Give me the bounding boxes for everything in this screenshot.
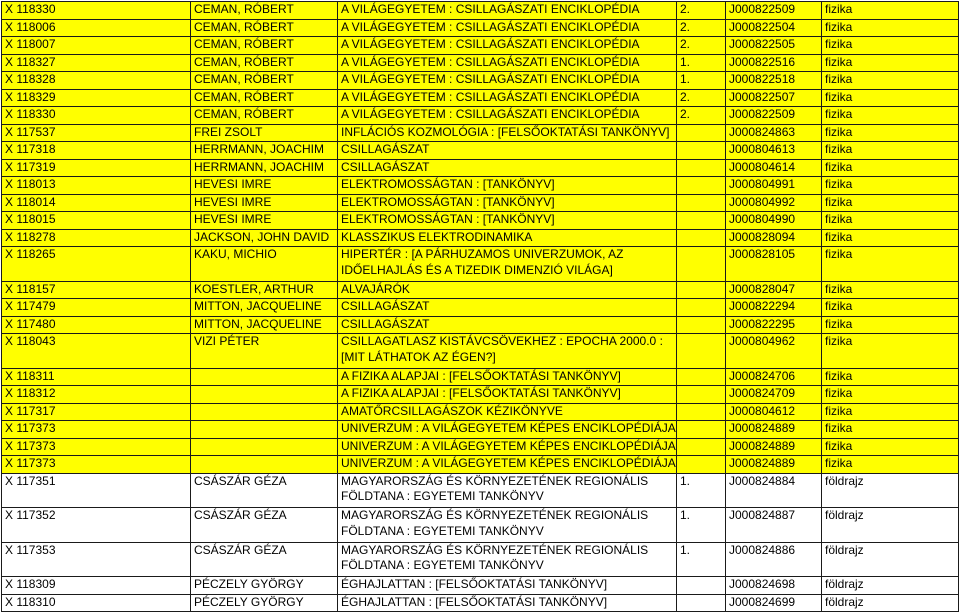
catalog-code-cell: J000824886 [726, 542, 822, 577]
volume-cell [677, 334, 726, 369]
subject-cell: fizika [822, 281, 959, 299]
inventory-number-cell: X 118157 [2, 281, 191, 299]
volume-cell [677, 124, 726, 142]
book-list-table [1, 1, 959, 612]
inventory-number-cell: X 118328 [2, 72, 191, 90]
subject-cell: fizika [822, 456, 959, 474]
volume-cell [677, 386, 726, 404]
volume-cell [677, 212, 726, 230]
subject-cell: fizika [822, 403, 959, 421]
volume-cell [677, 229, 726, 247]
title-cell: A VILÁGEGYETEM : CSILLAGÁSZATI ENCIKLOPÉDIA [338, 37, 677, 55]
catalog-code-cell: J000804612 [726, 403, 822, 421]
subject-cell: fizika [822, 54, 959, 72]
catalog-code-cell: J000828094 [726, 229, 822, 247]
author-cell [191, 421, 338, 439]
volume-cell: 2. [677, 2, 726, 20]
table-row [2, 194, 959, 212]
volume-cell: 2. [677, 37, 726, 55]
catalog-code-cell: J000828047 [726, 281, 822, 299]
volume-cell: 1. [677, 508, 726, 543]
title-cell: MAGYARORSZÁG ÉS KÖRNYEZETÉNEK REGIONÁLIS FÖLDTANA : EGYETEMI TANKÖNYV [338, 473, 677, 508]
catalog-code-cell: J000804992 [726, 194, 822, 212]
catalog-code-cell: J000824699 [726, 594, 822, 612]
catalog-code-cell: J000822507 [726, 89, 822, 107]
volume-cell [677, 316, 726, 334]
catalog-code-cell: J000822518 [726, 72, 822, 90]
author-cell: CEMAN, RÓBERT [191, 2, 338, 20]
subject-cell: földrajz [822, 542, 959, 577]
title-cell: MAGYARORSZÁG ÉS KÖRNYEZETÉNEK REGIONÁLIS FÖLDTANA : EGYETEMI TANKÖNYV [338, 542, 677, 577]
author-cell: FREI ZSOLT [191, 124, 338, 142]
title-cell: A VILÁGEGYETEM : CSILLAGÁSZATI ENCIKLOPÉDIA [338, 19, 677, 37]
subject-cell: fizika [822, 89, 959, 107]
title-cell: CSILLAGÁSZAT [338, 316, 677, 334]
inventory-number-cell: X 118312 [2, 386, 191, 404]
title-cell: A VILÁGEGYETEM : CSILLAGÁSZATI ENCIKLOPÉDIA [338, 107, 677, 125]
title-cell: A VILÁGEGYETEM : CSILLAGÁSZATI ENCIKLOPÉDIA [338, 72, 677, 90]
subject-cell: fizika [822, 212, 959, 230]
author-cell: MITTON, JACQUELINE [191, 299, 338, 317]
title-cell: MAGYARORSZÁG ÉS KÖRNYEZETÉNEK REGIONÁLIS FÖLDTANA : EGYETEMI TANKÖNYV [338, 508, 677, 543]
table-row [2, 438, 959, 456]
title-cell: UNIVERZUM : A VILÁGEGYETEM KÉPES ENCIKLOPÉDIÁJA [338, 438, 677, 456]
catalog-code-cell: J000804962 [726, 334, 822, 369]
catalog-code-cell: J000824698 [726, 577, 822, 595]
subject-cell: fizika [822, 229, 959, 247]
table-row [2, 456, 959, 474]
author-cell [191, 368, 338, 386]
catalog-code-cell: J000822516 [726, 54, 822, 72]
table-row [2, 299, 959, 317]
inventory-number-cell: X 118311 [2, 368, 191, 386]
author-cell: KAKU, MICHIO [191, 247, 338, 282]
inventory-number-cell: X 118330 [2, 2, 191, 20]
inventory-number-cell: X 117317 [2, 403, 191, 421]
title-cell: A FIZIKA ALAPJAI : [FELSŐOKTATÁSI TANKÖNYV] [338, 386, 677, 404]
title-cell: UNIVERZUM : A VILÁGEGYETEM KÉPES ENCIKLOPÉDIÁJA [338, 456, 677, 474]
table-row [2, 594, 959, 612]
title-cell: A VILÁGEGYETEM : CSILLAGÁSZATI ENCIKLOPÉDIA [338, 89, 677, 107]
volume-cell [677, 438, 726, 456]
subject-cell: fizika [822, 316, 959, 334]
volume-cell: 2. [677, 89, 726, 107]
author-cell: HEVESI IMRE [191, 194, 338, 212]
volume-cell: 1. [677, 473, 726, 508]
catalog-code-cell: J000804613 [726, 142, 822, 160]
table-row [2, 421, 959, 439]
table-row [2, 159, 959, 177]
title-cell: ELEKTROMOSSÁGTAN : [TANKÖNYV] [338, 177, 677, 195]
catalog-code-cell: J000824706 [726, 368, 822, 386]
inventory-number-cell: X 118015 [2, 212, 191, 230]
catalog-code-cell: J000824884 [726, 473, 822, 508]
title-cell: ELEKTROMOSSÁGTAN : [TANKÖNYV] [338, 194, 677, 212]
table-row [2, 124, 959, 142]
volume-cell: 2. [677, 107, 726, 125]
inventory-number-cell: X 118329 [2, 89, 191, 107]
title-cell: AMATŐRCSILLAGÁSZOK KÉZIKÖNYVE [338, 403, 677, 421]
inventory-number-cell: X 117479 [2, 299, 191, 317]
author-cell: JACKSON, JOHN DAVID [191, 229, 338, 247]
inventory-number-cell: X 118310 [2, 594, 191, 612]
catalog-code-cell: J000822509 [726, 2, 822, 20]
volume-cell [677, 142, 726, 160]
inventory-number-cell: X 117351 [2, 473, 191, 508]
author-cell: HEVESI IMRE [191, 177, 338, 195]
inventory-number-cell: X 118007 [2, 37, 191, 55]
inventory-number-cell: X 117373 [2, 456, 191, 474]
author-cell: MITTON, JACQUELINE [191, 316, 338, 334]
subject-cell: földrajz [822, 508, 959, 543]
subject-cell: földrajz [822, 473, 959, 508]
title-cell: KLASSZIKUS ELEKTRODINAMIKA [338, 229, 677, 247]
table-row [2, 19, 959, 37]
volume-cell [677, 594, 726, 612]
inventory-number-cell: X 118014 [2, 194, 191, 212]
volume-cell: 2. [677, 19, 726, 37]
volume-cell [677, 421, 726, 439]
catalog-code-cell: J000822294 [726, 299, 822, 317]
table-row [2, 473, 959, 508]
author-cell: PÉCZELY GYÖRGY [191, 594, 338, 612]
catalog-code-cell: J000822504 [726, 19, 822, 37]
author-cell [191, 386, 338, 404]
title-cell: UNIVERZUM : A VILÁGEGYETEM KÉPES ENCIKLOPÉDIÁJA [338, 421, 677, 439]
title-cell: ALVAJÁRÓK [338, 281, 677, 299]
subject-cell: fizika [822, 177, 959, 195]
volume-cell [677, 281, 726, 299]
inventory-number-cell: X 118278 [2, 229, 191, 247]
subject-cell: fizika [822, 2, 959, 20]
title-cell: A VILÁGEGYETEM : CSILLAGÁSZATI ENCIKLOPÉDIA [338, 54, 677, 72]
title-cell: CSILLAGÁSZAT [338, 142, 677, 160]
subject-cell: fizika [822, 159, 959, 177]
inventory-number-cell: X 117319 [2, 159, 191, 177]
subject-cell: fizika [822, 386, 959, 404]
author-cell: HERRMANN, JOACHIM [191, 142, 338, 160]
author-cell: CEMAN, RÓBERT [191, 37, 338, 55]
table-row [2, 54, 959, 72]
inventory-number-cell: X 117353 [2, 542, 191, 577]
author-cell [191, 456, 338, 474]
subject-cell: fizika [822, 37, 959, 55]
table-row [2, 2, 959, 20]
table-row [2, 386, 959, 404]
table-row [2, 212, 959, 230]
table-row [2, 72, 959, 90]
title-cell: ÉGHAJLATTAN : [FELSŐOKTATÁSI TANKÖNYV] [338, 577, 677, 595]
inventory-number-cell: X 117373 [2, 438, 191, 456]
title-cell: ÉGHAJLATTAN : [FELSŐOKTATÁSI TANKÖNYV] [338, 594, 677, 612]
volume-cell [677, 159, 726, 177]
title-cell: A FIZIKA ALAPJAI : [FELSŐOKTATÁSI TANKÖNYV] [338, 368, 677, 386]
catalog-code-cell: J000804614 [726, 159, 822, 177]
table-row [2, 37, 959, 55]
volume-cell: 1. [677, 72, 726, 90]
catalog-code-cell: J000828105 [726, 247, 822, 282]
author-cell: CEMAN, RÓBERT [191, 54, 338, 72]
subject-cell: fizika [822, 107, 959, 125]
title-cell: HIPERTÉR : [A PÁRHUZAMOS UNIVERZUMOK, AZ IDŐELHAJLÁS ÉS A TIZEDIK DIMENZIÓ VILÁGA] [338, 247, 677, 282]
author-cell: KOESTLER, ARTHUR [191, 281, 338, 299]
subject-cell: földrajz [822, 594, 959, 612]
catalog-code-cell: J000824889 [726, 438, 822, 456]
inventory-number-cell: X 117480 [2, 316, 191, 334]
subject-cell: fizika [822, 438, 959, 456]
catalog-code-cell: J000824709 [726, 386, 822, 404]
volume-cell [677, 577, 726, 595]
subject-cell: fizika [822, 19, 959, 37]
author-cell [191, 403, 338, 421]
catalog-code-cell: J000824889 [726, 456, 822, 474]
subject-cell: földrajz [822, 577, 959, 595]
table-row [2, 508, 959, 543]
inventory-number-cell: X 118327 [2, 54, 191, 72]
inventory-number-cell: X 118043 [2, 334, 191, 369]
volume-cell [677, 456, 726, 474]
catalog-code-cell: J000824863 [726, 124, 822, 142]
subject-cell: fizika [822, 299, 959, 317]
subject-cell: fizika [822, 368, 959, 386]
table-row [2, 577, 959, 595]
table-row [2, 107, 959, 125]
catalog-code-cell: J000822295 [726, 316, 822, 334]
catalog-code-cell: J000824887 [726, 508, 822, 543]
catalog-code-cell: J000824889 [726, 421, 822, 439]
author-cell: PÉCZELY GYÖRGY [191, 577, 338, 595]
volume-cell [677, 403, 726, 421]
author-cell [191, 438, 338, 456]
inventory-number-cell: X 117352 [2, 508, 191, 543]
title-cell: ELEKTROMOSSÁGTAN : [TANKÖNYV] [338, 212, 677, 230]
author-cell: CSÁSZÁR GÉZA [191, 508, 338, 543]
subject-cell: fizika [822, 334, 959, 369]
subject-cell: fizika [822, 247, 959, 282]
volume-cell [677, 177, 726, 195]
author-cell: CEMAN, RÓBERT [191, 72, 338, 90]
table-row [2, 316, 959, 334]
author-cell: CSÁSZÁR GÉZA [191, 542, 338, 577]
author-cell: CSÁSZÁR GÉZA [191, 473, 338, 508]
table-row [2, 177, 959, 195]
volume-cell [677, 368, 726, 386]
author-cell: HERRMANN, JOACHIM [191, 159, 338, 177]
inventory-number-cell: X 118013 [2, 177, 191, 195]
author-cell: VIZI PÉTER [191, 334, 338, 369]
subject-cell: fizika [822, 194, 959, 212]
author-cell: CEMAN, RÓBERT [191, 89, 338, 107]
table-row [2, 403, 959, 421]
table-row [2, 89, 959, 107]
inventory-number-cell: X 117537 [2, 124, 191, 142]
book-list-body [2, 2, 959, 612]
inventory-number-cell: X 118006 [2, 19, 191, 37]
volume-cell [677, 247, 726, 282]
table-row [2, 368, 959, 386]
table-row [2, 229, 959, 247]
table-row [2, 247, 959, 282]
volume-cell: 1. [677, 54, 726, 72]
subject-cell: fizika [822, 72, 959, 90]
title-cell: CSILLAGÁSZAT [338, 299, 677, 317]
subject-cell: fizika [822, 124, 959, 142]
subject-cell: fizika [822, 142, 959, 160]
inventory-number-cell: X 117373 [2, 421, 191, 439]
inventory-number-cell: X 118309 [2, 577, 191, 595]
volume-cell [677, 299, 726, 317]
author-cell: CEMAN, RÓBERT [191, 19, 338, 37]
catalog-code-cell: J000804990 [726, 212, 822, 230]
title-cell: CSILLAGATLASZ KISTÁVCSÖVEKHEZ : EPOCHA 2000.0 : [MIT LÁTHATOK AZ ÉGEN?] [338, 334, 677, 369]
author-cell: HEVESI IMRE [191, 212, 338, 230]
title-cell: CSILLAGÁSZAT [338, 159, 677, 177]
catalog-code-cell: J000804991 [726, 177, 822, 195]
table-row [2, 542, 959, 577]
volume-cell [677, 194, 726, 212]
subject-cell: fizika [822, 421, 959, 439]
catalog-code-cell: J000822509 [726, 107, 822, 125]
inventory-number-cell: X 118265 [2, 247, 191, 282]
catalog-code-cell: J000822505 [726, 37, 822, 55]
title-cell: INFLÁCIÓS KOZMOLÓGIA : [FELSŐOKTATÁSI TANKÖNYV] [338, 124, 677, 142]
author-cell: CEMAN, RÓBERT [191, 107, 338, 125]
table-row [2, 142, 959, 160]
inventory-number-cell: X 118330 [2, 107, 191, 125]
title-cell: A VILÁGEGYETEM : CSILLAGÁSZATI ENCIKLOPÉDIA [338, 2, 677, 20]
table-row [2, 281, 959, 299]
volume-cell: 1. [677, 542, 726, 577]
inventory-number-cell: X 117318 [2, 142, 191, 160]
table-row [2, 334, 959, 369]
